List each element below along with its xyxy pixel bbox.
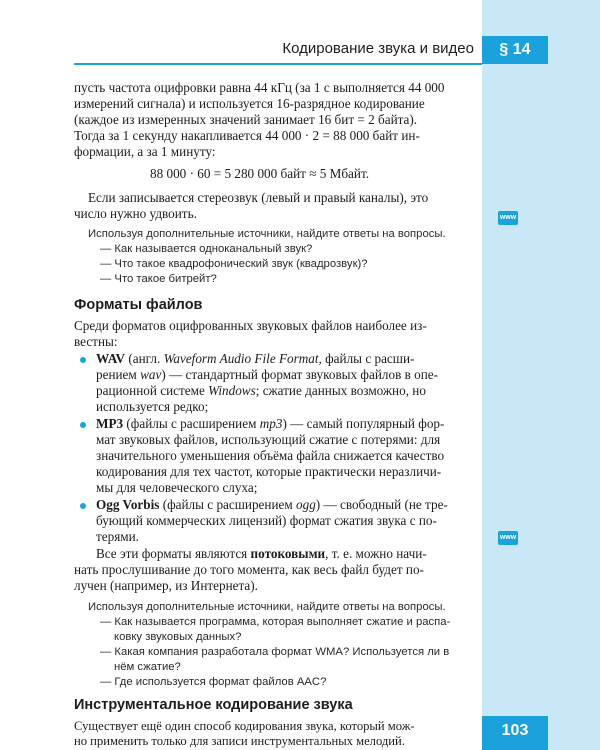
question-item: — Где используется формат файлов AAC? (100, 676, 327, 688)
list-item-line (96, 351, 414, 367)
question-item: ковку звуковых данных? (114, 631, 242, 643)
text-span: ) — свободный (не тре- (315, 497, 448, 512)
text-line: Существует ещё один способ кодирования звука, который мож- (74, 719, 415, 733)
format-name: MP3 (96, 416, 124, 431)
list-item-line (96, 416, 444, 432)
list-item-line (96, 383, 426, 399)
page-margin-band (482, 0, 600, 750)
text-span: ; сжатие данных возможно, но (255, 383, 426, 398)
list-item-line: кодирования для тех частот, которые практически неразличи- (96, 464, 442, 479)
text-line: но применить только для записи инструментальных мелодий. (74, 734, 405, 748)
text-line: нать прослушивание до того момента, как весь файл будет по- (74, 562, 424, 577)
text-span: (англ. (125, 351, 164, 366)
section-heading: Инструментальное кодирование звука (74, 697, 353, 713)
list-item-line: терями. (96, 529, 139, 544)
questions-intro: Используя дополнительные источники, найдите ответы на вопросы. (88, 601, 446, 613)
list-item-line: мат звуковых файлов, использующий сжатие с потерями: для (96, 432, 441, 447)
text-line (96, 546, 427, 562)
format-name: WAV (96, 351, 126, 366)
www-link-icon[interactable]: www (498, 211, 518, 225)
text-line: формации, а за 1 минуту: (74, 144, 216, 159)
text-span: (файлы с расширением (123, 416, 260, 431)
list-item-line: значительного уменьшения объёма файла снижается качество (96, 448, 445, 463)
text-line: число нужно удвоить. (74, 206, 197, 221)
format-name: Ogg Vorbis (96, 497, 160, 512)
list-item-line: мы для человеческого слуха; (96, 480, 258, 495)
text-span: файлы с расши- (321, 351, 415, 366)
question-item: — Как называется программа, которая выполняет сжатие и распа- (100, 616, 451, 628)
list-item-line (96, 367, 438, 383)
question-item: нём сжатие? (114, 661, 181, 673)
term-bold: потоковыми (250, 546, 326, 561)
text-line: Среди форматов оцифрованных звуковых файлов наиболее из- (74, 318, 427, 333)
page-number: 103 (482, 716, 548, 750)
question-item: — Какая компания разработала формат WMA? Используется ли в (100, 646, 450, 658)
question-item: — Что такое битрейт? (100, 273, 217, 285)
text-span: рационной системе (96, 383, 209, 398)
header-rule (74, 63, 482, 65)
list-item-line: используется редко; (96, 399, 209, 414)
text-line: вестны: (74, 334, 118, 349)
running-header-title: Кодирование звука и видео (282, 40, 474, 57)
text-span: , т. е. можно начи- (325, 546, 427, 561)
question-item: — Как называется одноканальный звук? (100, 243, 313, 255)
question-item: — Что такое квадрофонический звук (квадрозвук)? (100, 258, 368, 270)
text-line: Если записывается стереозвук (левый и правый каналы), это (88, 190, 429, 205)
text-span: ) — стандартный формат звуковых файлов в опе- (161, 367, 439, 382)
bullet-icon (80, 422, 86, 428)
bullet-icon (80, 357, 86, 363)
text-span: Windows (208, 383, 256, 398)
text-line: лучен (например, из Интернета). (74, 578, 258, 593)
text-span: Все эти форматы являются (96, 546, 251, 561)
text-span: ) — самый популярный фор- (282, 416, 445, 431)
text-span: wav (140, 367, 162, 382)
text-line: Тогда за 1 секунду накапливается 44 000 · 2 = 88 000 байт ин- (74, 128, 420, 143)
list-item-line (96, 497, 448, 513)
text-span: Waveform Audio File Format, (163, 351, 322, 366)
text-line: пусть частота оцифровки равна 44 кГц (за 1 с выполняется 44 000 (74, 80, 445, 95)
text-line: (каждое из измеренных значений занимает 16 бит = 2 байта). (74, 112, 418, 127)
text-span: (файлы с расширением (159, 497, 297, 512)
text-span: рением (96, 367, 141, 382)
text-span: ogg (296, 497, 316, 512)
www-link-icon[interactable]: www (498, 531, 518, 545)
questions-intro: Используя дополнительные источники, найдите ответы на вопросы. (88, 228, 446, 240)
section-heading: Форматы файлов (74, 297, 203, 313)
formula: 88 000 · 60 = 5 280 000 байт ≈ 5 Мбайт. (150, 166, 370, 181)
text-line: измерений сигнала) и используется 16-разрядное кодирование (74, 96, 425, 111)
section-number-badge: § 14 (482, 36, 548, 64)
text-span: mp3 (259, 416, 283, 431)
list-item-line: бующий коммерческих лицензий) формат сжатия звука с по- (96, 513, 437, 528)
bullet-icon (80, 503, 86, 509)
